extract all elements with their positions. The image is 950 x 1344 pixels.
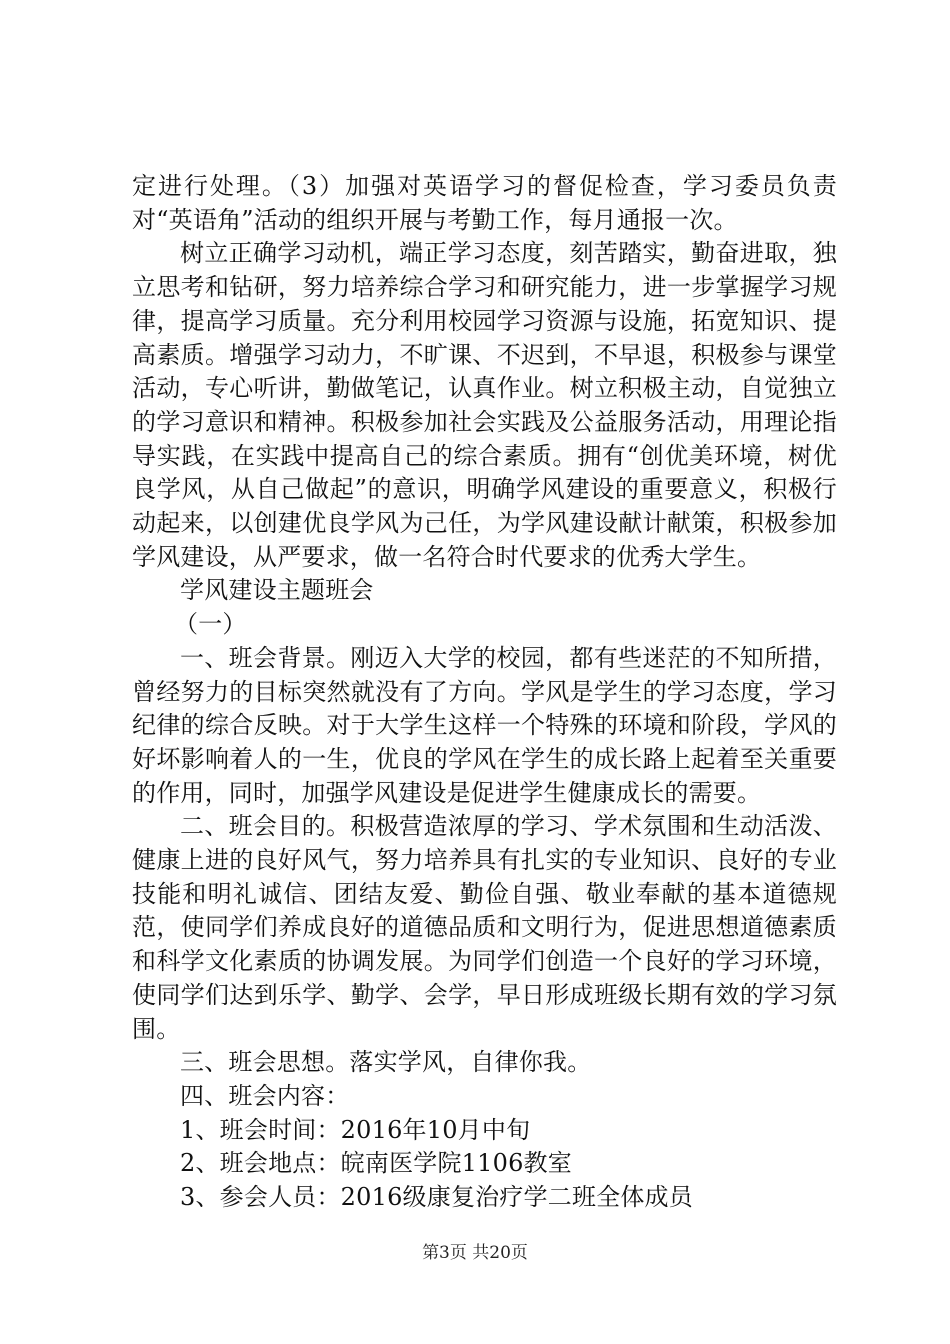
paragraph-idea: 三、班会思想。落实学风，自律你我。 — [180, 1048, 592, 1077]
list-item-time: 1、班会时间：2016年10月中旬 — [180, 1115, 531, 1144]
section-number: （一） — [174, 610, 247, 639]
list-item-location: 2、班会地点：皖南医学院1106教室 — [180, 1149, 572, 1178]
list-item-participants: 3、参会人员：2016级康复治疗学二班全体成员 — [180, 1183, 693, 1212]
page-footer: 第3页 共20页 — [422, 1243, 528, 1263]
paragraph-content-heading: 四、班会内容： — [180, 1081, 350, 1110]
paragraph-continuation: 定进行处理。（3）加强对英语学习的督促检查，学习委员负责对“英语角”活动的组织开展与考勤工作，每月通报一次。 — [132, 172, 837, 234]
paragraph-background: 一、班会背景。刚迈入大学的校园，都有些迷茫的不知所措，曾经努力的目标突然就没有了方向。学风是学生的学习态度，学习纪律的综合反映。对于大学生这样一个特殊的环境和阶段，学风的好坏影响着人的一生，优良的学风在学生的成长路上起着至关重要的作用，同时，加强学风建设是促进学生健康成长的需要。 — [132, 643, 837, 807]
paragraph-study-attitude: 树立正确学习动机，端正学习态度，刻苦踏实，勤奋进取，独立思考和钻研，努力培养综合学习和研究能力，进一步掌握学习规律，提高学习质量。充分利用校园学习资源与设施，拓宽知识、提高素质。增强学习动力，不旷课、不迟到，不早退，积极参与课堂活动，专心听讲，勤做笔记，认真作业。树立积极主动，自觉独立的学习意识和精神。积极参加社会实践及公益服务活动，用理论指导实践，在实践中提高自己的综合素质。拥有“创优美环境，树优良学风，从自己做起”的意识，明确学风建设的重要意义，积极行动起来，以创建优良学风为己任，为学风建设献计献策，积极参加学风建设，从严要求，做一名符合时代要求的优秀大学生。 — [132, 239, 837, 571]
paragraph-purpose: 二、班会目的。积极营造浓厚的学习、学术氛围和生动活泼、健康上进的良好风气，努力培养具有扎实的专业知识、良好的专业技能和明礼诚信、团结友爱、勤俭自强、敬业奉献的基本道德规范，使同学们养成良好的道德品质和文明行为，促进思想道德素质和科学文化素质的协调发展。为同学们创造一个良好的学习环境，使同学们达到乐学、勤学、会学，早日形成班级长期有效的学习氛围。 — [132, 812, 837, 1043]
section-title: 学风建设主题班会 — [180, 576, 374, 605]
document-body — [132, 170, 837, 1215]
